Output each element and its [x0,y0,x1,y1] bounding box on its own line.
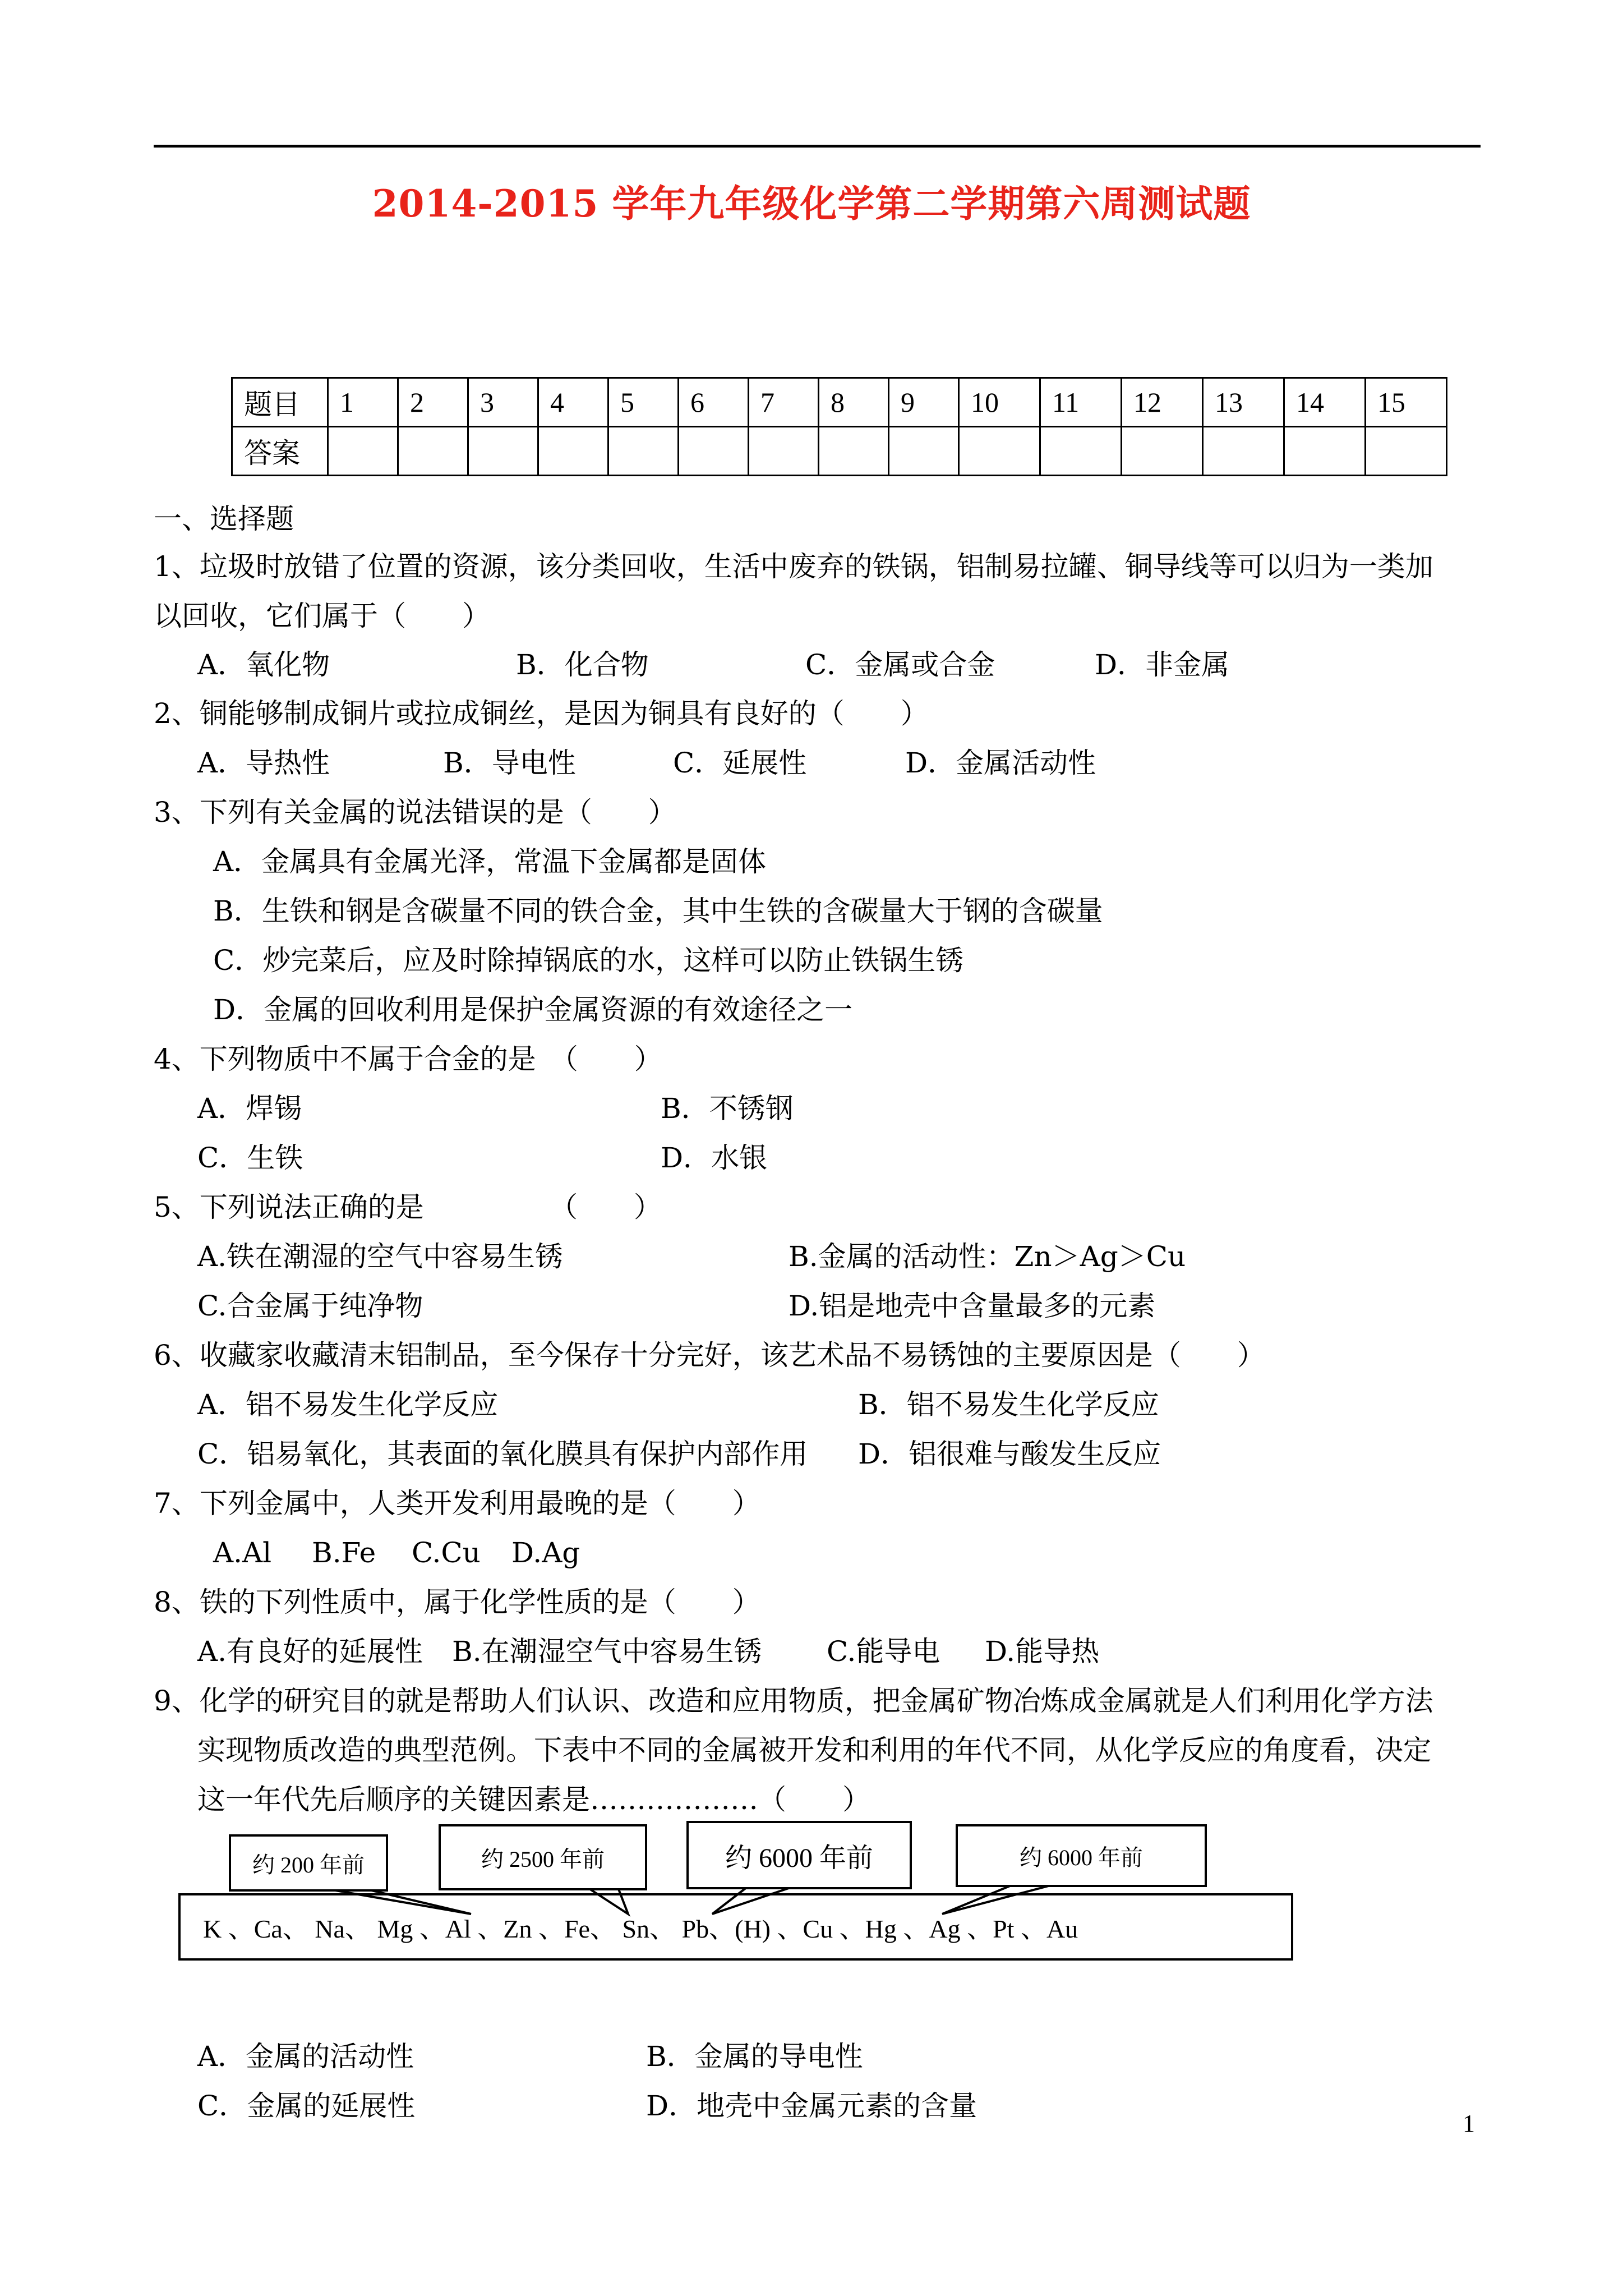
question-3: 3、下列有关金属的说法错误的是（ ） [154,796,676,829]
option-c: C.合金属于纯净物 [197,1290,423,1322]
option-d: D.Ag [511,1536,580,1569]
question-4: 4、下列物质中不属于合金的是 （ ） [154,1043,662,1075]
option-d: D．铝很难与酸发生反应 [858,1438,1161,1470]
table-cell: 13 [1203,378,1284,427]
table-cell: 4 [538,378,608,427]
option-b: B．生铁和钢是含碳量不同的铁合金，其中生铁的含碳量大于钢的含碳量 [213,895,1103,927]
option-c: C．金属或合金 [805,648,995,681]
page-number: 1 [1463,2110,1475,2137]
question-9-line-1: 9、化学的研究目的就是帮助人们认识、改造和应用物质，把金属矿物冶炼成金属就是人们利用化学方法 [154,1685,1433,1717]
table-cell: 6 [679,378,749,427]
time-bubble-200: 约 200 年前 [229,1834,388,1892]
option-c: C．金属的延展性 [197,2090,416,2122]
option-a: A．铝不易发生化学反应 [197,1388,499,1421]
question-1-line-1: 1、垃圾时放错了位置的资源，该分类回收，生活中废弃的铁锅，铝制易拉罐、铜导线等可以归为一类加 [154,550,1433,583]
table-cell: 7 [749,378,819,427]
question-6: 6、收藏家收藏清末铝制品，至今保存十分完好，该艺术品不易锈蚀的主要原因是（ ） [154,1339,1265,1372]
option-b: B．铝不易发生化学反应 [858,1388,1159,1421]
option-d: D.铝是地壳中含量最多的元素 [789,1290,1156,1322]
option-d: D．金属的回收利用是保护金属资源的有效途径之一 [213,993,853,1026]
row-header: 答案 [232,427,328,476]
table-cell: 8 [819,378,889,427]
option-c: C．生铁 [197,1142,303,1174]
question-2: 2、铜能够制成铜片或拉成铜丝，是因为铜具有良好的（ ） [154,697,929,730]
option-d: D．地壳中金属元素的含量 [646,2090,978,2122]
option-d: D．金属活动性 [905,747,1096,779]
table-cell: 12 [1122,378,1203,427]
option-a: A．金属具有金属光泽，常温下金属都是固体 [213,845,767,878]
option-b: B．化合物 [516,648,649,681]
section-heading: 一、选择题 [154,503,294,535]
table-cell: 1 [328,378,398,427]
option-b: B.金属的活动性：Zn＞Ag＞Cu [789,1240,1186,1273]
option-a: A．焊锡 [197,1092,302,1125]
time-bubble-2500: 约 2500 年前 [439,1824,647,1890]
option-a: A.有良好的延展性 [197,1635,423,1668]
option-b: B．导电性 [443,747,576,779]
metal-activity-series: K 、Ca、 Na、 Mg 、Al 、Zn 、Fe、 Sn、 Pb、(H) 、Cu 、Hg 、Ag 、Pt 、Au [178,1893,1293,1961]
question-7: 7、下列金属中，人类开发利用最晚的是（ ） [154,1487,760,1520]
option-b: B.在潮湿空气中容易生锈 [452,1635,762,1668]
table-cell: 15 [1366,378,1447,427]
option-c: C．炒完菜后，应及时除掉锅底的水，这样可以防止铁锅生锈 [213,944,964,977]
option-a: A.铁在潮湿的空气中容易生锈 [197,1240,564,1273]
option-b: B.Fe [312,1536,376,1569]
question-8: 8、铁的下列性质中，属于化学性质的是（ ） [154,1586,760,1618]
option-d: D．非金属 [1095,648,1230,681]
row-header: 题目 [232,378,328,427]
option-d: D．水银 [661,1142,768,1174]
option-c: C.能导电 [827,1635,940,1668]
table-cell: 14 [1284,378,1366,427]
time-bubble-6000-b: 约 6000 年前 [956,1824,1207,1887]
option-a: A.Al [213,1536,272,1569]
question-5: 5、下列说法正确的是 [154,1191,424,1223]
option-a: A．导热性 [197,747,330,779]
table-cell: 9 [889,378,959,427]
table-cell: 10 [959,378,1040,427]
question-5-paren: （ ） [550,1191,662,1223]
option-c: C．延展性 [673,747,807,779]
question-1-line-2: 以回收，它们属于（ ） [154,600,490,632]
option-c: C．铝易氧化，其表面的氧化膜具有保护内部作用 [197,1438,808,1470]
table-cell: 2 [398,378,468,427]
table-cell: 5 [608,378,679,427]
option-b: B．不锈钢 [661,1092,794,1125]
question-9-line-2: 实现物质改造的典型范例。下表中不同的金属被开发和利用的年代不同，从化学反应的角度看，决定 [197,1734,1431,1766]
question-9-line-3: 这一年代先后顺序的关键因素是………………（ ） [197,1783,870,1816]
option-d: D.能导热 [985,1635,1100,1668]
option-a: A．氧化物 [197,648,330,681]
option-c: C.Cu [412,1536,481,1569]
table-cell: 11 [1040,378,1122,427]
option-a: A．金属的活动性 [197,2040,414,2073]
option-b: B．金属的导电性 [646,2040,863,2073]
page-title: 2014-2015 学年九年级化学第二学期第六周测试题 [372,182,1251,226]
time-bubble-6000-a: 约 6000 年前 [686,1821,912,1889]
table-cell: 3 [468,378,538,427]
